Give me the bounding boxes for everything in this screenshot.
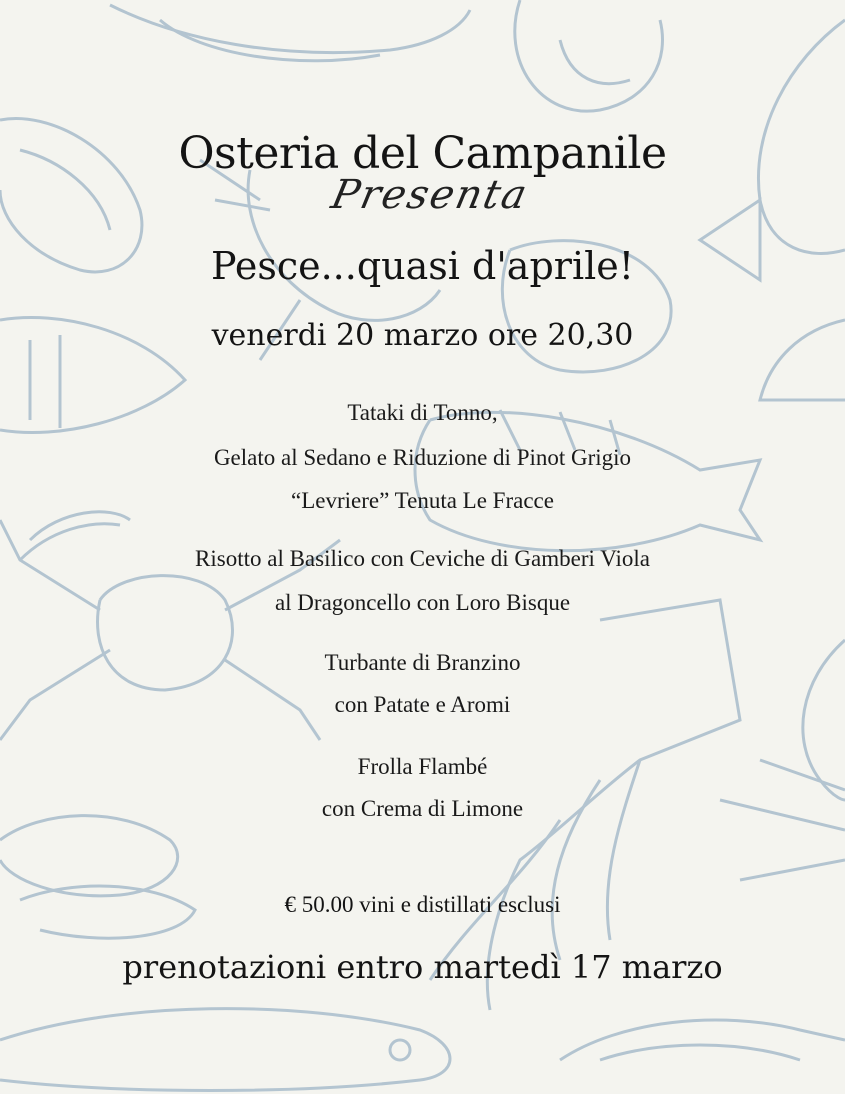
menu-line: con Patate e Aromi xyxy=(334,692,511,717)
restaurant-title: Osteria del Campanile xyxy=(178,128,667,179)
presents-script: Presenta xyxy=(327,172,533,218)
booking-deadline: prenotazioni entro martedì 17 marzo xyxy=(122,948,723,986)
menu-line: Turbante di Branzino xyxy=(324,650,521,675)
menu-line: “Levriere” Tenuta Le Fracce xyxy=(291,488,554,513)
menu-line: con Crema di Limone xyxy=(321,796,524,821)
menu-line: Frolla Flambé xyxy=(357,754,488,779)
price-note: € 50.00 vini e distillati esclusi xyxy=(284,892,561,917)
menu-line: Tataki di Tonno, xyxy=(347,400,498,425)
event-date: venerdi 20 marzo ore 20,30 xyxy=(211,318,634,353)
menu-line: al Dragoncello con Loro Bisque xyxy=(274,590,571,615)
event-name: Pesce...quasi d'aprile! xyxy=(210,244,635,288)
menu-line: Gelato al Sedano e Riduzione di Pinot Grigio xyxy=(213,445,632,470)
menu-line: Risotto al Basilico con Ceviche di Gamberi Viola xyxy=(195,546,650,571)
